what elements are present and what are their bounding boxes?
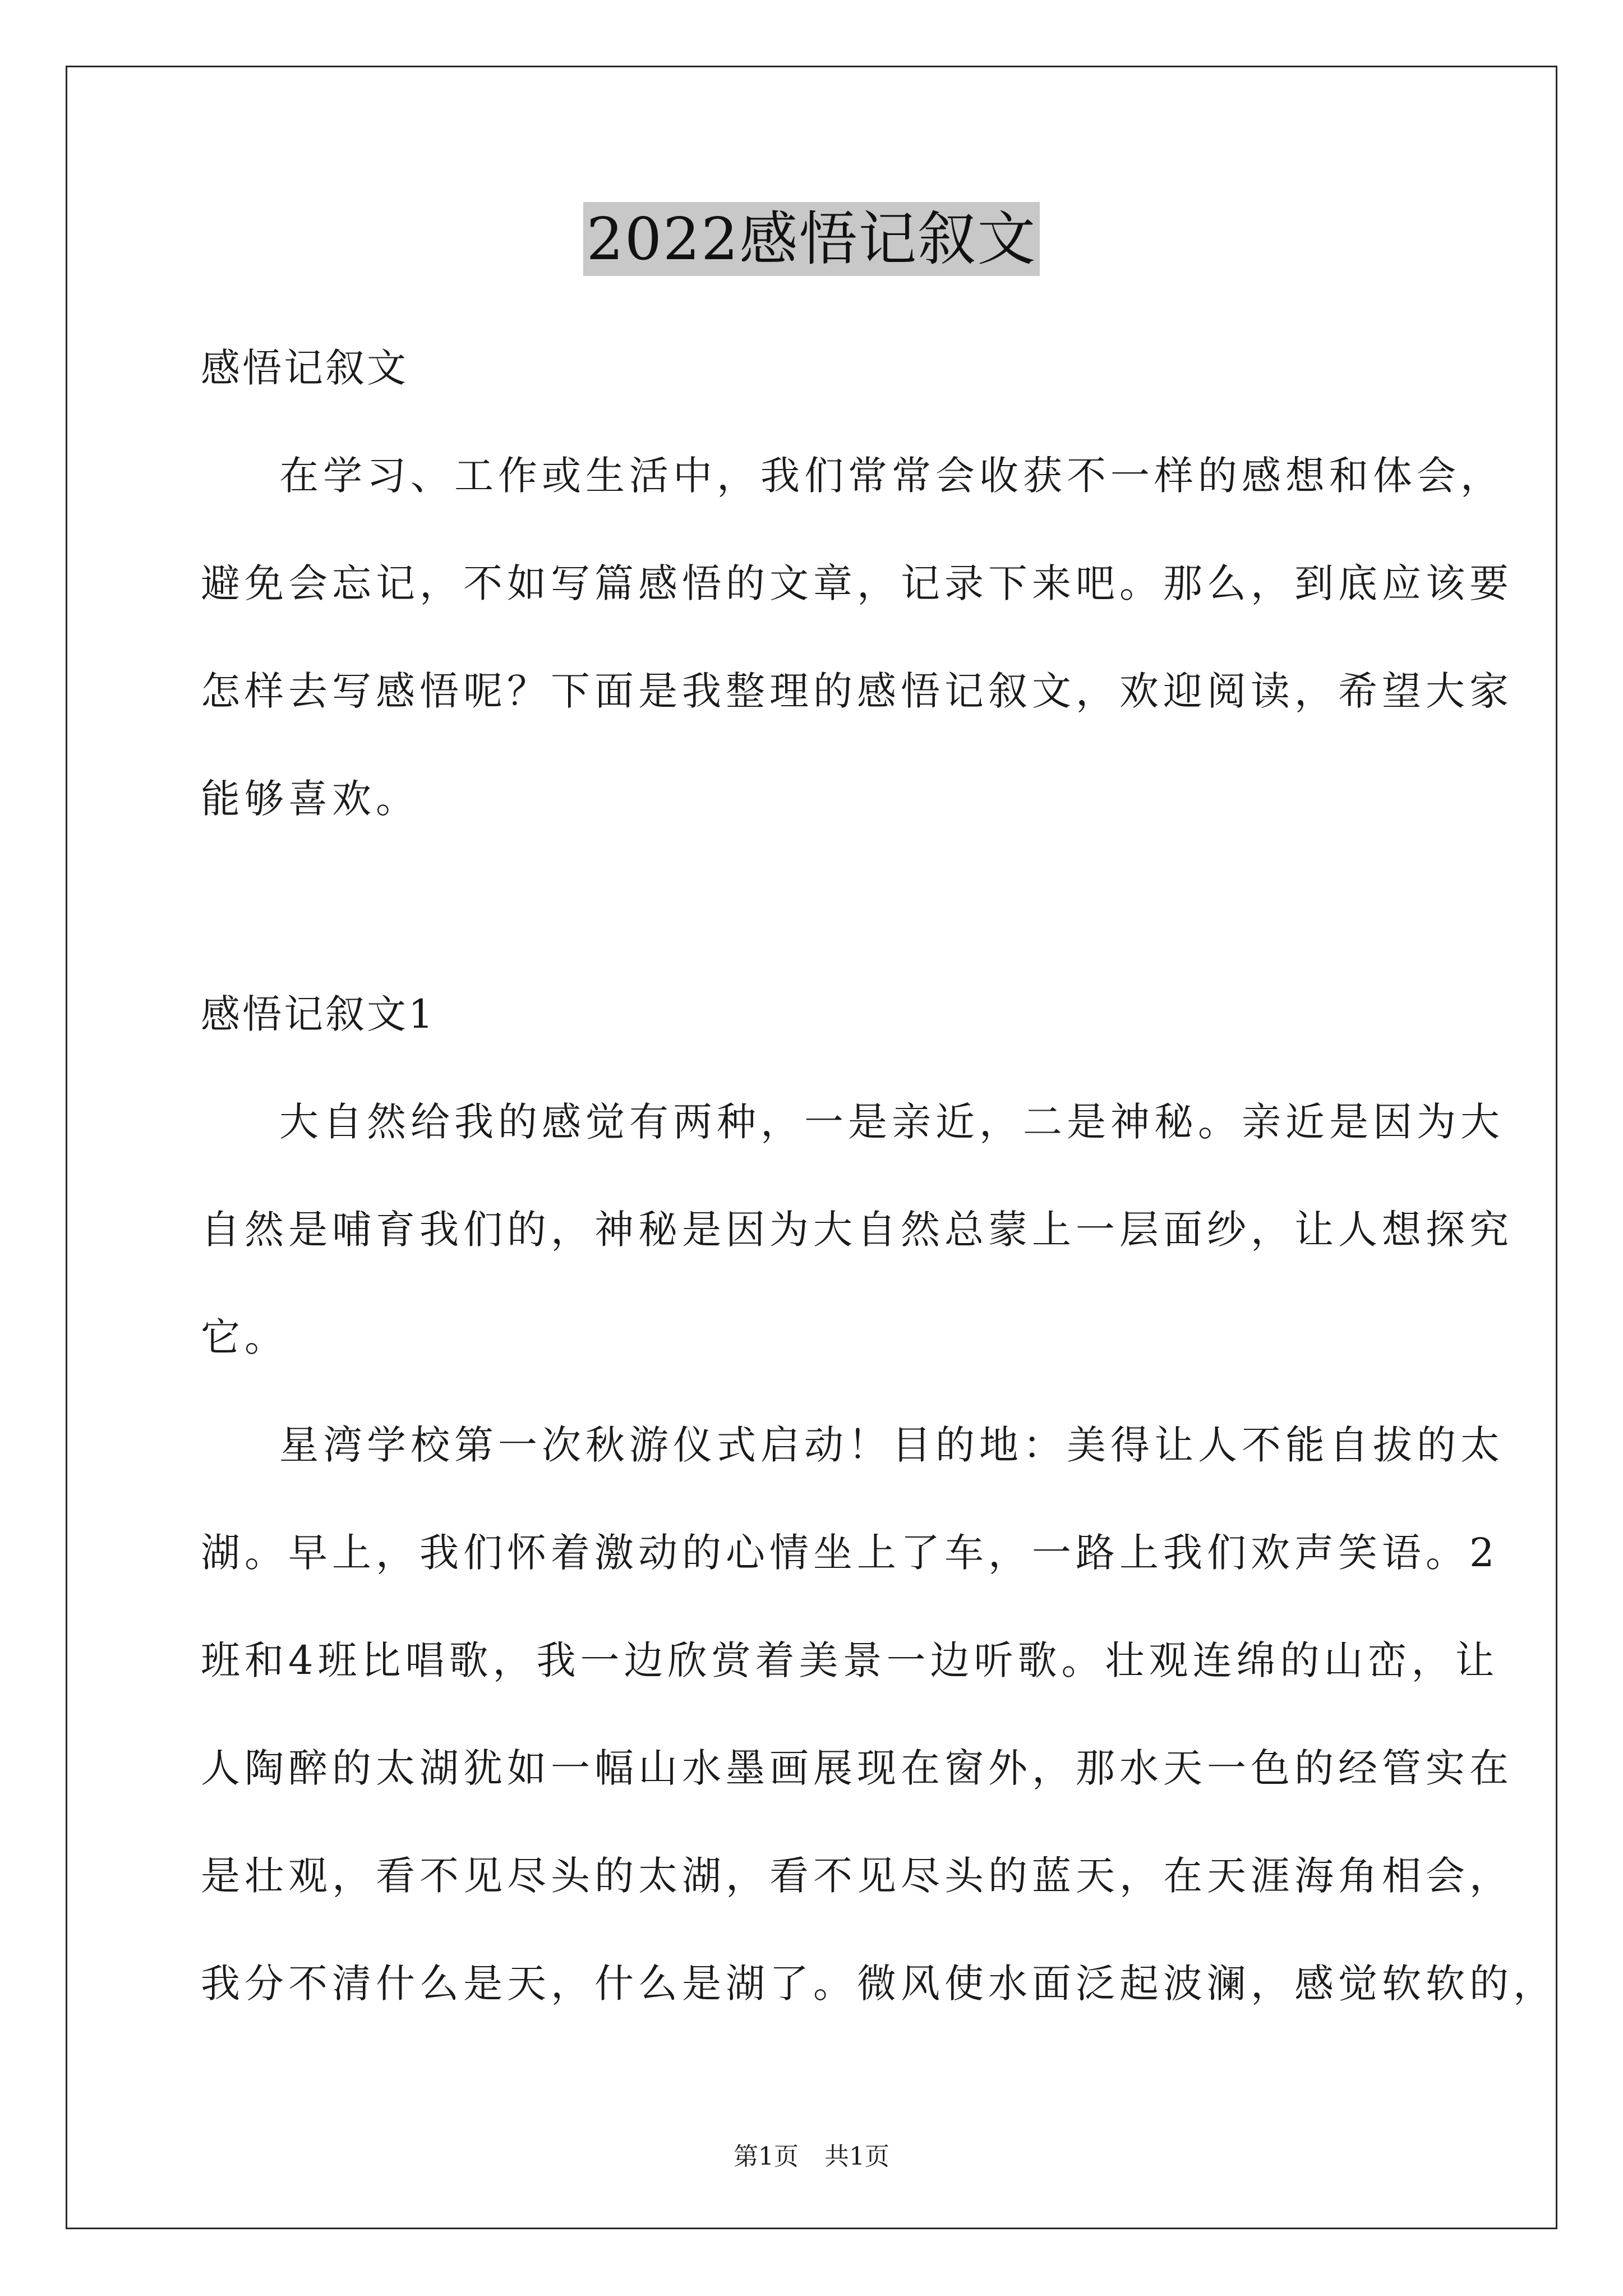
intro-line: 怎样去写感悟呢？下面是我整理的感悟记叙文，欢迎阅读，希望大家 (201, 668, 1513, 714)
paragraph-line: 我分不清什么是天，什么是湖了。微风使水面泛起波澜，感觉软软的， (201, 1961, 1557, 2007)
document-body (201, 314, 1557, 2037)
section-heading: 感悟记叙文1 (201, 991, 436, 1037)
paragraph-line: 自然是哺育我们的，神秘是因为大自然总蒙上一层面纱，让人想探究 (201, 1207, 1513, 1253)
page-number: 第1页 (734, 2142, 799, 2171)
paragraph-line: 湖。早上，我们怀着激动的心情坐上了车，一路上我们欢声笑语。2 (201, 1530, 1499, 1576)
paragraph-line: 人陶醉的太湖犹如一幅山水墨画展现在窗外，那水天一色的经管实在 (201, 1745, 1513, 1791)
title-container (0, 202, 1623, 276)
document-title: 2022感悟记叙文 (583, 202, 1040, 276)
intro-line: 能够喜欢。 (201, 776, 419, 822)
spacer (201, 853, 1440, 960)
paragraph-line: 大自然给我的感觉有两种，一是亲近，二是神秘。亲近是因为大 (279, 1099, 1504, 1145)
intro-line: 避免会忘记，不如写篇感悟的文章，记录下来吧。那么，到底应该要 (201, 560, 1513, 606)
paragraph-line: 是壮观，看不见尽头的太湖，看不见尽头的蓝天，在天涯海角相会， (201, 1853, 1513, 1899)
paragraph-line: 星湾学校第一次秋游仪式启动！目的地：美得让人不能自拔的太 (279, 1422, 1504, 1468)
document-heading: 感悟记叙文 (201, 345, 408, 391)
page-footer (0, 2136, 1623, 2172)
paragraph-line: 它。 (201, 1314, 288, 1360)
paragraph-line: 班和4班比唱歌，我一边欣赏着美景一边听歌。壮观连绵的山峦，让 (201, 1637, 1499, 1683)
page-count: 共1页 (824, 2142, 889, 2171)
intro-line: 在学习、工作或生活中，我们常常会收获不一样的感想和体会， (279, 453, 1504, 499)
